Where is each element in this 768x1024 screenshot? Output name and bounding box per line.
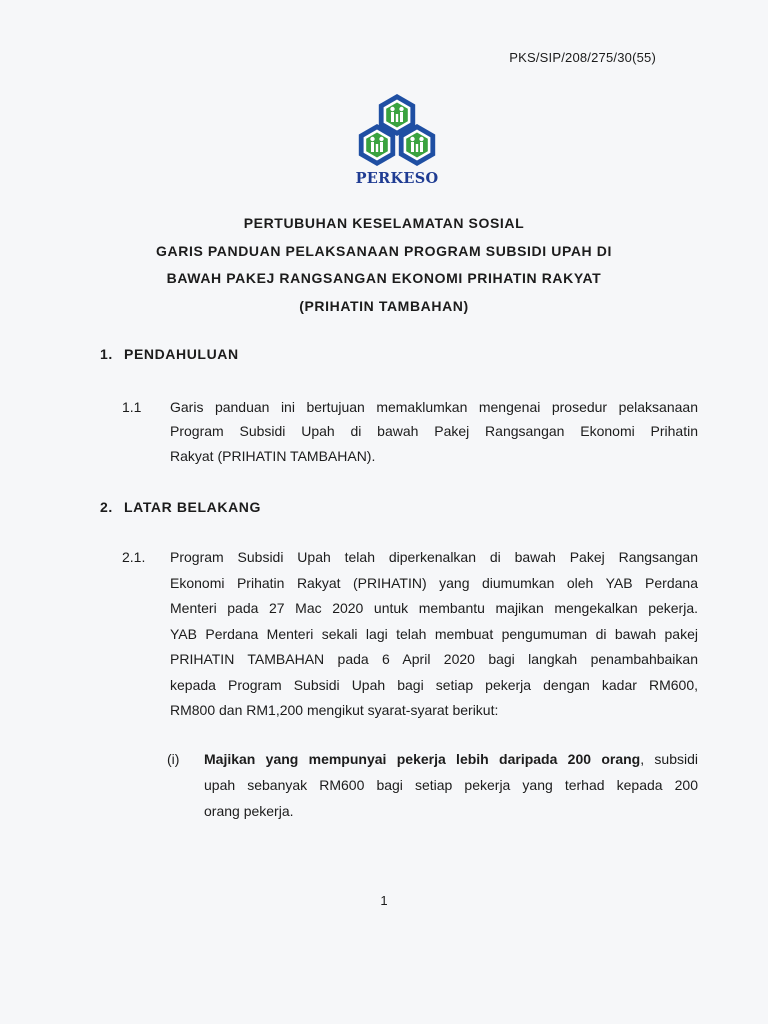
paragraph-line: PRIHATIN TAMBAHAN pada 6 April 2020 bagi langkah penambahbaikan (170, 651, 698, 667)
list-item-i (167, 746, 699, 824)
bold-phrase: Majikan yang mempunyai pekerja lebih daripada 200 orang (204, 751, 641, 767)
paragraph-line: Rakyat (PRIHATIN TAMBAHAN). (170, 447, 376, 464)
title-line: GARIS PANDUAN PELAKSANAAN PROGRAM SUBSIDI UPAH DI (156, 242, 612, 259)
page-number: 1 (380, 893, 388, 908)
paragraph-line: Garis panduan ini bertujuan memaklumkan mengenai prosedur pelaksanaan (170, 399, 698, 415)
list-item-label: (i) (167, 751, 180, 767)
paragraph-1-1 (122, 395, 698, 468)
list-item-line: upah sebanyak RM600 bagi setiap pekerja yang terhad kepada 200 (204, 777, 698, 793)
perkeso-logo-icon (353, 93, 441, 169)
title-line: BAWAH PAKEJ RANGSANGAN EKONOMI PRIHATIN RAKYAT (166, 270, 602, 286)
section-heading-pendahuluan (100, 346, 239, 362)
list-item-text: , subsidi (640, 751, 699, 767)
paragraph-line: kepada Program Subsidi Upah bagi setiap pekerja dengan kadar RM600, (170, 676, 698, 693)
paragraph-line: Menteri pada 27 Mac 2020 untuk membantu majikan mengekalkan pekerja. (170, 600, 698, 616)
paragraph-line: Program Subsidi Upah telah diperkenalkan di bawah Pakej Rangsangan (170, 549, 698, 565)
paragraph-number: 1.1 (122, 399, 142, 415)
paragraph-line: Program Subsidi Upah di bawah Pakej Rangsangan Ekonomi Prihatin (170, 423, 698, 440)
section-title: PENDAHULUAN (124, 346, 239, 362)
paragraph-2-1 (122, 545, 698, 724)
list-item-first-line (204, 746, 698, 772)
document-title (0, 210, 768, 320)
perkeso-logo (353, 93, 441, 203)
section-number: 1. (100, 346, 113, 362)
paragraph-number: 2.1. (122, 549, 146, 565)
title-line: (PRIHATIN TAMBAHAN) (299, 297, 469, 314)
section-title: LATAR BELAKANG (124, 499, 261, 515)
paragraph-line: RM800 dan RM1,200 mengikut syarat-syarat berikut: (170, 702, 499, 718)
list-item-line: orang pekerja. (204, 803, 294, 819)
section-heading-latar-belakang (100, 499, 261, 515)
paragraph-line: Ekonomi Prihatin Rakyat (PRIHATIN) yang diumumkan oleh YAB Perdana (170, 574, 698, 591)
logo-text: PERKESO (355, 170, 439, 187)
section-number: 2. (100, 499, 113, 515)
reference-number: PKS/SIP/208/275/30(55) (509, 50, 656, 65)
title-line: PERTUBUHAN KESELAMATAN SOSIAL (243, 215, 525, 231)
paragraph-line: YAB Perdana Menteri sekali lagi telah membuat pengumuman di bawah pakej (170, 625, 698, 642)
